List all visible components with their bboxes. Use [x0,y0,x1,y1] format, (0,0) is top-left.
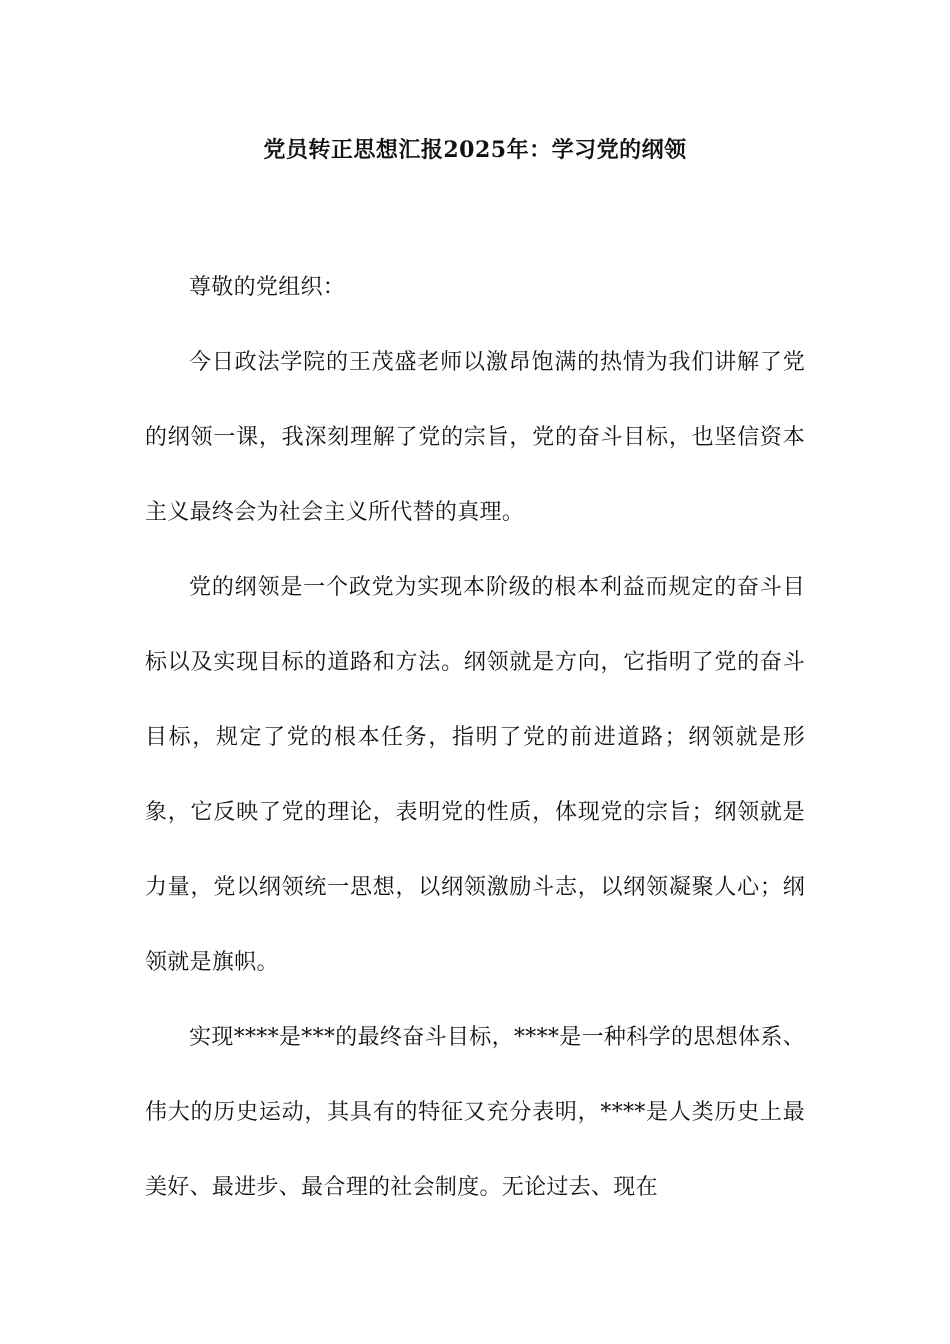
document-title: 党员转正思想汇报2025年：学习党的纲领 [263,137,687,163]
paragraph-3: 实现****是***的最终奋斗目标，****是一种科学的思想体系、伟大的历史运动，其具有的特征又充分表明，****是人类历史上最美好、最进步、最合理的社会制度。无论过去、现在 [145,1025,805,1200]
paragraph-1: 今日政法学院的王茂盛老师以激昂饱满的热情为我们讲解了党的纲领一课，我深刻理解了党的宗旨，党的奋斗目标，也坚信资本主义最终会为社会主义所代替的真理。 [145,350,805,525]
salutation: 尊敬的党组织： [189,275,346,300]
paragraph-2: 党的纲领是一个政党为实现本阶级的根本利益而规定的奋斗目标以及实现目标的道路和方法。纲领就是方向，它指明了党的奋斗目标，规定了党的根本任务，指明了党的前进道路；纲领就是形象，它反映了党的理论，表明党的性质，体现党的宗旨；纲领就是力量，党以纲领统一思想，以纲领激励斗志，以纲领凝聚人心；纲领就是旗帜。 [145,575,805,975]
document-body [145,250,805,1225]
